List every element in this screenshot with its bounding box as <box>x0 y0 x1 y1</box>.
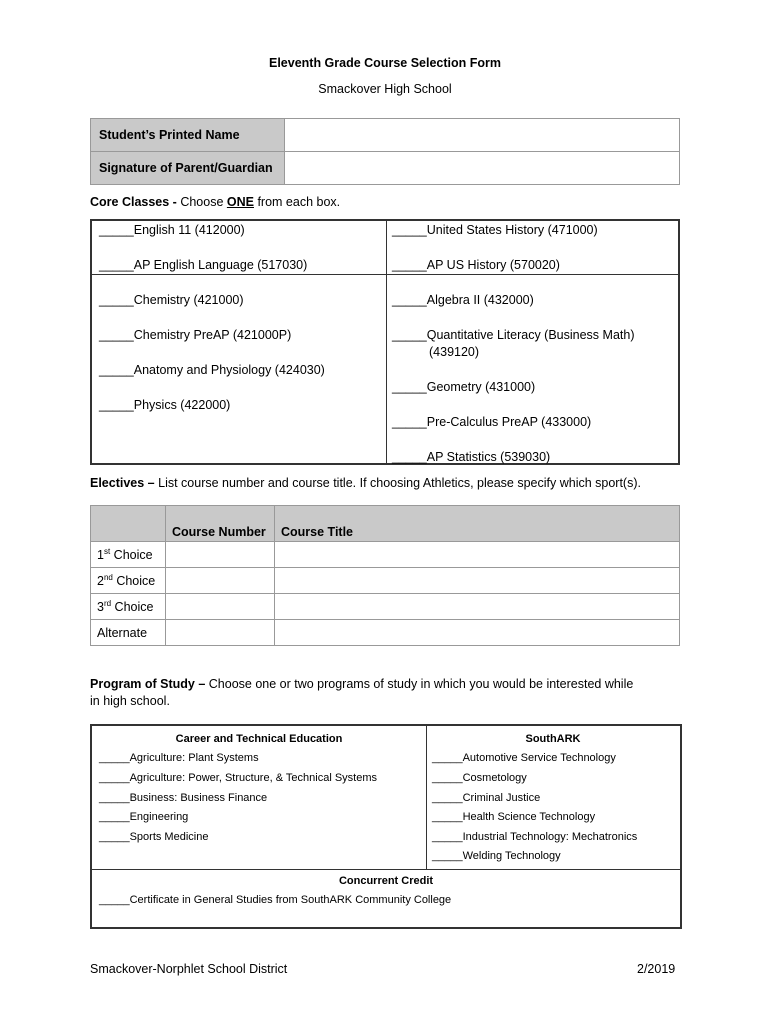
signature-field[interactable] <box>285 152 680 185</box>
core-option-precalc[interactable]: _____Pre-Calculus PreAP (433000) <box>392 415 592 429</box>
cte-title: Career and Technical Education <box>175 733 343 745</box>
table-row <box>91 542 680 568</box>
core-option-ap-us-history[interactable]: _____AP US History (570020) <box>392 258 560 272</box>
southark-option[interactable]: _____Cosmetology <box>432 772 527 784</box>
course-number-cell[interactable] <box>166 594 275 620</box>
table-row <box>91 568 680 594</box>
core-option-quant-literacy[interactable]: _____Quantitative Literacy (Business Math) <box>392 328 635 342</box>
southark-option[interactable]: _____Criminal Justice <box>432 792 541 804</box>
southark-option[interactable]: _____Automotive Service Technology <box>432 752 616 764</box>
form-title: Eleventh Grade Course Selection Form <box>268 56 501 70</box>
southark-option[interactable]: _____Health Science Technology <box>432 811 596 823</box>
choice-label: 2nd Choice <box>91 568 166 594</box>
core-option-geometry[interactable]: _____Geometry (431000) <box>392 380 536 394</box>
electives-table <box>90 505 680 646</box>
cte-option[interactable]: _____Sports Medicine <box>99 831 209 843</box>
course-number-header: Course Number <box>166 506 275 542</box>
electives-header-row <box>91 506 680 542</box>
course-number-cell[interactable] <box>166 620 275 646</box>
signature-label: Signature of Parent/Guardian <box>91 152 285 185</box>
core-option-ap-stats[interactable]: _____AP Statistics (539030) <box>392 450 551 464</box>
core-classes-heading: Core Classes - Choose ONE from each box. <box>90 195 341 209</box>
southark-title: SouthARK <box>525 733 581 745</box>
southark-option[interactable]: _____Industrial Technology: Mechatronics <box>432 831 638 843</box>
cte-option[interactable]: _____Engineering <box>99 811 189 823</box>
footer-date: 2/2019 <box>637 962 676 976</box>
core-divider-vertical <box>386 221 387 463</box>
core-option-quant-literacy-code: (439120) <box>429 345 480 359</box>
core-option-us-history[interactable]: _____United States History (471000) <box>392 223 598 237</box>
course-title-cell[interactable] <box>275 568 680 594</box>
core-option-algebra2[interactable]: _____Algebra II (432000) <box>392 293 534 307</box>
course-number-cell[interactable] <box>166 542 275 568</box>
choice-label: 3rd Choice <box>91 594 166 620</box>
printed-name-field[interactable] <box>285 119 680 152</box>
program-of-study-box <box>90 724 682 929</box>
course-number-cell[interactable] <box>166 568 275 594</box>
core-classes-box <box>90 219 680 465</box>
printed-name-label: Student’s Printed Name <box>91 119 285 152</box>
southark-option[interactable]: _____Welding Technology <box>432 850 561 862</box>
concurrent-credit-option[interactable]: _____Certificate in General Studies from SouthARK Community College <box>99 894 452 906</box>
course-title-cell[interactable] <box>275 620 680 646</box>
program-divider-horizontal <box>92 869 680 870</box>
program-divider-vertical <box>426 726 427 869</box>
course-title-header: Course Title <box>275 506 680 542</box>
choice-label: Alternate <box>91 620 166 646</box>
core-option-english11[interactable]: _____English 11 (412000) <box>99 223 245 237</box>
concurrent-credit-title: Concurrent Credit <box>338 875 434 887</box>
course-title-cell[interactable] <box>275 594 680 620</box>
electives-heading: Electives – List course number and course title. If choosing Athletics, please specify which sport(s). <box>90 476 641 490</box>
footer-district: Smackover-Norphlet School District <box>90 962 288 976</box>
core-option-chemistry-preap[interactable]: _____Chemistry PreAP (421000P) <box>99 328 292 342</box>
course-title-cell[interactable] <box>275 542 680 568</box>
cte-option[interactable]: _____Agriculture: Plant Systems <box>99 752 259 764</box>
core-option-anatomy[interactable]: _____Anatomy and Physiology (424030) <box>99 363 325 377</box>
table-row <box>91 620 680 646</box>
core-option-physics[interactable]: _____Physics (422000) <box>99 398 231 412</box>
choice-label: 1st Choice <box>91 542 166 568</box>
cte-option[interactable]: _____Agriculture: Power, Structure, & Technical Systems <box>99 772 377 784</box>
core-option-chemistry[interactable]: _____Chemistry (421000) <box>99 293 244 307</box>
cte-option[interactable]: _____Business: Business Finance <box>99 792 268 804</box>
program-heading: Program of Study – Choose one or two programs of study in which you would be interested while in high school. <box>90 677 634 708</box>
core-divider-horizontal <box>92 274 678 275</box>
core-option-ap-english[interactable]: _____AP English Language (517030) <box>99 258 308 272</box>
school-name: Smackover High School <box>318 82 452 96</box>
student-info-table <box>90 118 680 185</box>
table-row <box>91 594 680 620</box>
